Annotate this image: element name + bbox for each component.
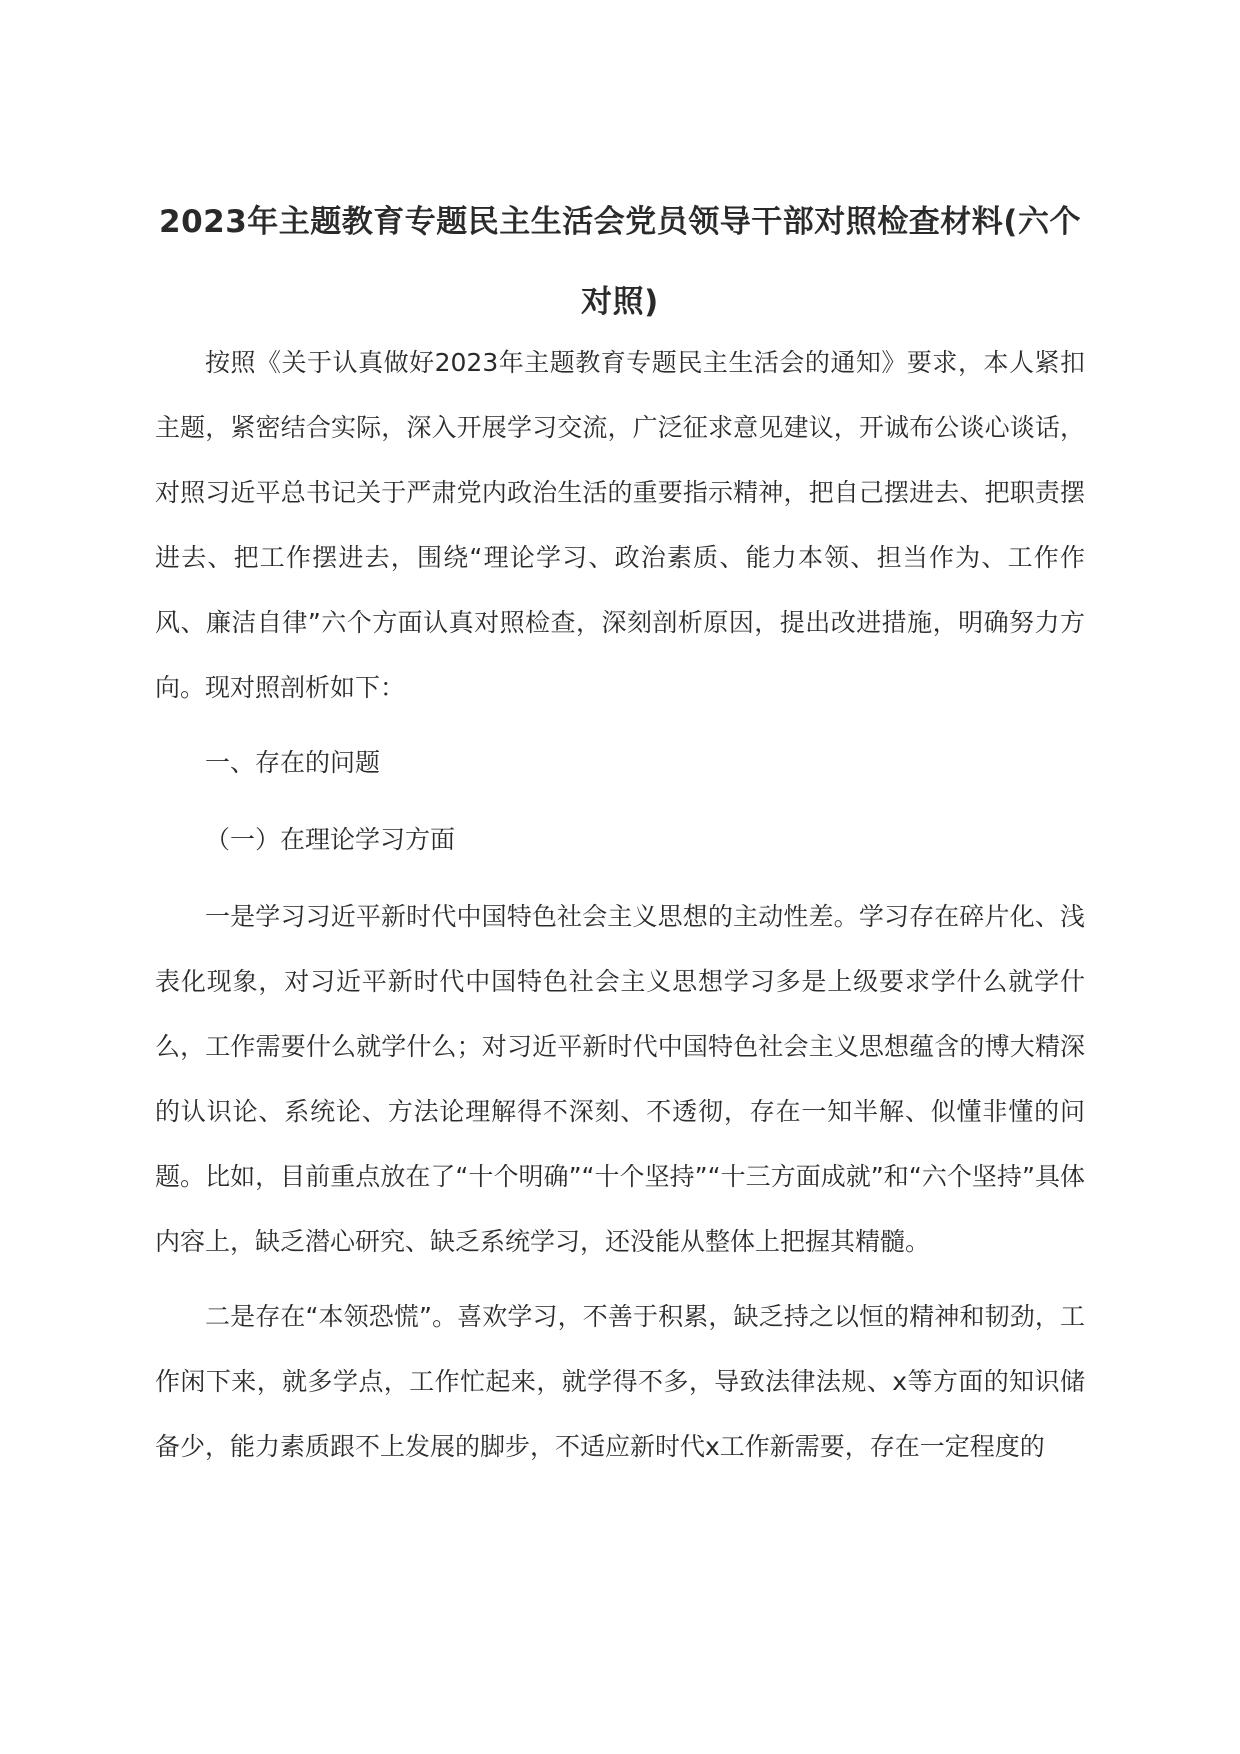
section-heading-problems: 一、存在的问题 xyxy=(205,748,381,777)
problem-paragraph-1: 一是学习习近平新时代中国特色社会主义思想的主动性差。学习存在碎片化、浅表化现象，对习近平新时代中国特色社会主义思想学习多是上级要求学什么就学什么，工作需要什么就学什么；对习近平新时代中国特色社会主义思想蕴含的博大精深的认识论、系统论、方法论理解得不深刻、不透彻，存在一知半解、似懂非懂的问题。比如，目前重点放在了“十个明确”“十个坚持”“十三方面成就”和“六个坚持”具体内容上，缺乏潜心研究、缺乏系统学习，还没能从整体上把握其精髓。 xyxy=(155,902,1085,1256)
intro-paragraph: 按照《关于认真做好2023年主题教育专题民主生活会的通知》要求，本人紧扣主题，紧密结合实际，深入开展学习交流，广泛征求意见建议，开诚布公谈心谈话，对照习近平总书记关于严肃党内政治生活的重要指示精神，把自己摆进去、把职责摆进去、把工作摆进去，围绕“理论学习、政治素质、能力本领、担当作为、工作作风、廉洁自律”六个方面认真对照检查，深刻剖析原因，提出改进措施，明确努力方向。现对照剖析如下： xyxy=(155,348,1085,702)
document-body xyxy=(155,330,1085,1489)
subsection-heading-theory-study: （一）在理论学习方面 xyxy=(205,825,456,854)
document-title: 2023年主题教育专题民主生活会党员领导干部对照检查材料(六个对照) xyxy=(159,204,1081,320)
problem-paragraph-2: 二是存在“本领恐慌”。喜欢学习，不善于积累，缺乏持之以恒的精神和韧劲，工作闲下来，就多学点，工作忙起来，就学得不多，导致法律法规、x等方面的知识储备少，能力素质跟不上发展的脚步，不适应新时代x工作新需要，存在一定程度的 xyxy=(155,1302,1085,1461)
